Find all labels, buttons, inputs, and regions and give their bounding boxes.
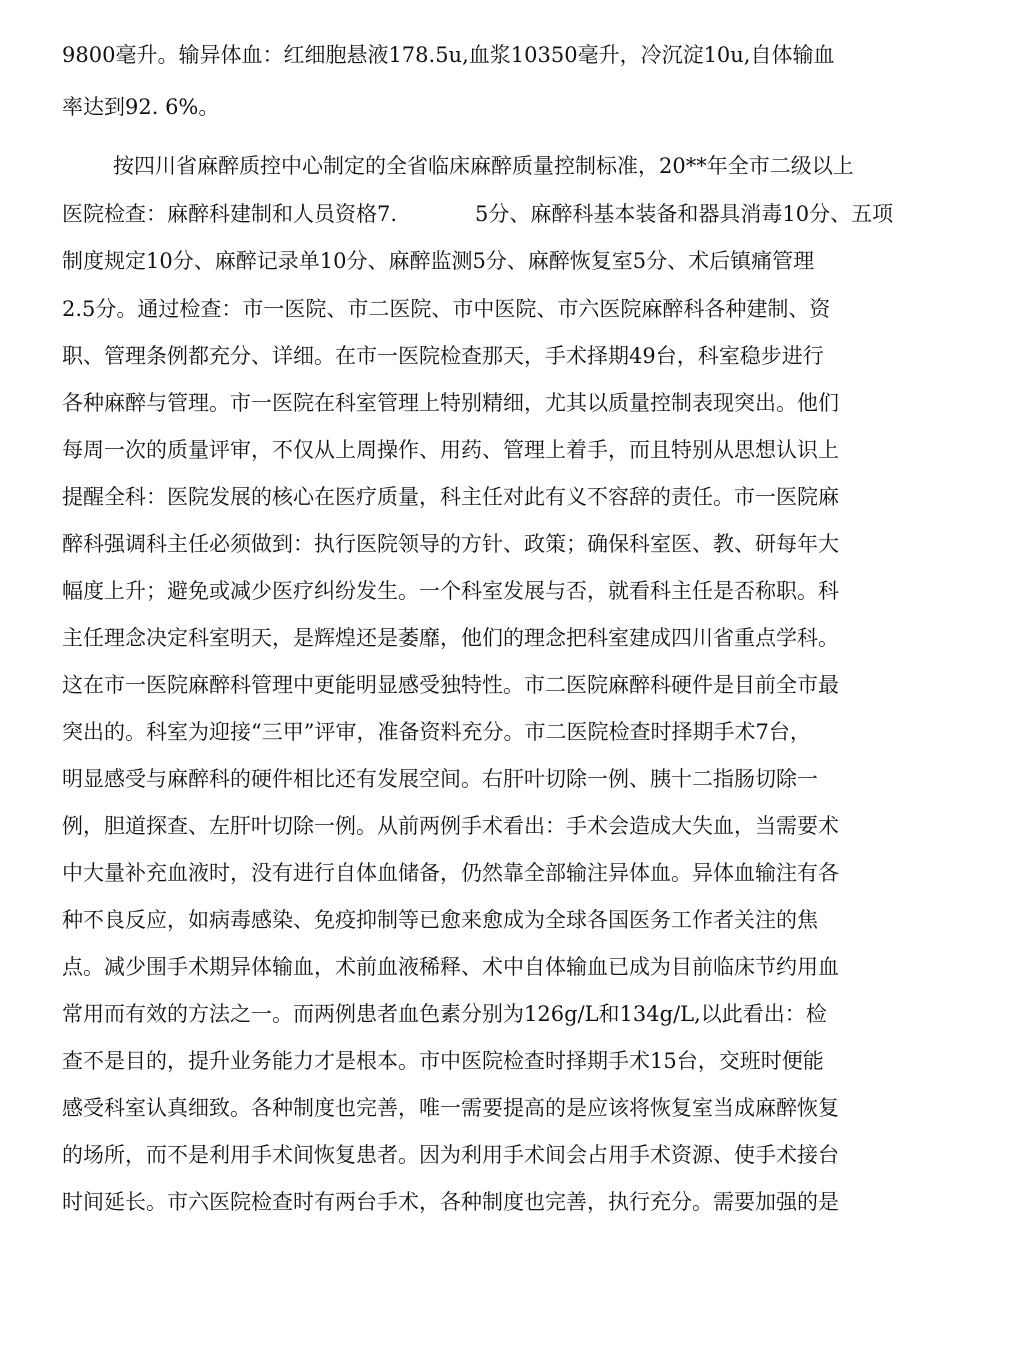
text-line: 2.5分。通过检查：市一医院、市二医院、市中医院、市六医院麻醉科各种建制、资 (62, 297, 831, 321)
text-line (62, 200, 893, 228)
text-line: 时间延长。市六医院检查时有两台手术，各种制度也完善，执行充分。需要加强的是 (62, 1190, 839, 1214)
text-line: 制度规定10分、麻醉记录单10分、麻醉监测5分、麻醉恢复室5分、术后镇痛管理 (62, 249, 815, 273)
text-line: 各种麻醉与管理。市一医院在科室管理上特别精细，尤其以质量控制表现突出。他们 (62, 391, 839, 415)
text-line: 率达到92. 6%。 (62, 95, 220, 119)
text-segment: 医院检查：麻醉科建制和人员资格7. (62, 202, 398, 226)
text-line: 明显感受与麻醉科的硬件相比还有发展空间。右肝叶切除一例、胰十二指肠切除一 (62, 767, 818, 791)
text-line: 主任理念决定科室明天，是辉煌还是萎靡，他们的理念把科室建成四川省重点学科。 (62, 626, 839, 650)
text-line: 这在市一医院麻醉科管理中更能明显感受独特性。市二医院麻醉科硬件是目前全市最 (62, 673, 839, 697)
text-line: 突出的。科室为迎接“三甲”评审，准备资料充分。市二医院检查时择期手术7台， (62, 720, 811, 744)
text-line: 点。减少围手术期异体输血，术前血液稀释、术中自体输血已成为目前临床节约用血 (62, 955, 839, 979)
text-line: 提醒全科：医院发展的核心在医疗质量，科主任对此有义不容辞的责任。市一医院麻 (62, 485, 839, 509)
text-line: 查不是目的，提升业务能力才是根本。市中医院检查时择期手术15台，交班时便能 (62, 1049, 824, 1073)
text-segment: 5分、麻醉科基本装备和器具消毒10分、五项 (475, 202, 894, 226)
text-line: 的场所，而不是利用手术间恢复患者。因为利用手术间会占用手术资源、使手术接台 (62, 1143, 839, 1167)
text-line: 幅度上升；避免或减少医疗纠纷发生。一个科室发展与否，就看科主任是否称职。科 (62, 579, 839, 603)
text-line: 醉科强调科主任必须做到：执行医院领导的方针、政策；确保科室医、教、研每年大 (62, 532, 839, 556)
text-line: 中大量补充血液时，没有进行自体血储备，仍然靠全部输注异体血。异体血输注有各 (62, 861, 839, 885)
text-line: 种不良反应，如病毒感染、免疫抑制等已愈来愈成为全球各国医务工作者关注的焦 (62, 908, 818, 932)
text-line: 每周一次的质量评审，不仅从上周操作、用药、管理上着手，而且特别从思想认识上 (62, 438, 839, 462)
text-line: 9800毫升。输异体血：红细胞悬液178.5u,血浆10350毫升，冷沉淀10u,自体输血 (62, 43, 835, 67)
text-line: 按四川省麻醉质控中心制定的全省临床麻醉质量控制标准，20**年全市二级以上 (113, 154, 854, 178)
text-line: 职、管理条例都充分、详细。在市一医院检查那天，手术择期49台，科室稳步进行 (62, 344, 824, 368)
text-line: 感受科室认真细致。各种制度也完善，唯一需要提高的是应该将恢复室当成麻醉恢复 (62, 1096, 839, 1120)
text-line: 常用而有效的方法之一。而两例患者血色素分别为126g/L和134g/L,以此看出：检 (62, 1002, 827, 1026)
text-line: 例，胆道探查、左肝叶切除一例。从前两例手术看出：手术会造成大失血，当需要术 (62, 814, 839, 838)
